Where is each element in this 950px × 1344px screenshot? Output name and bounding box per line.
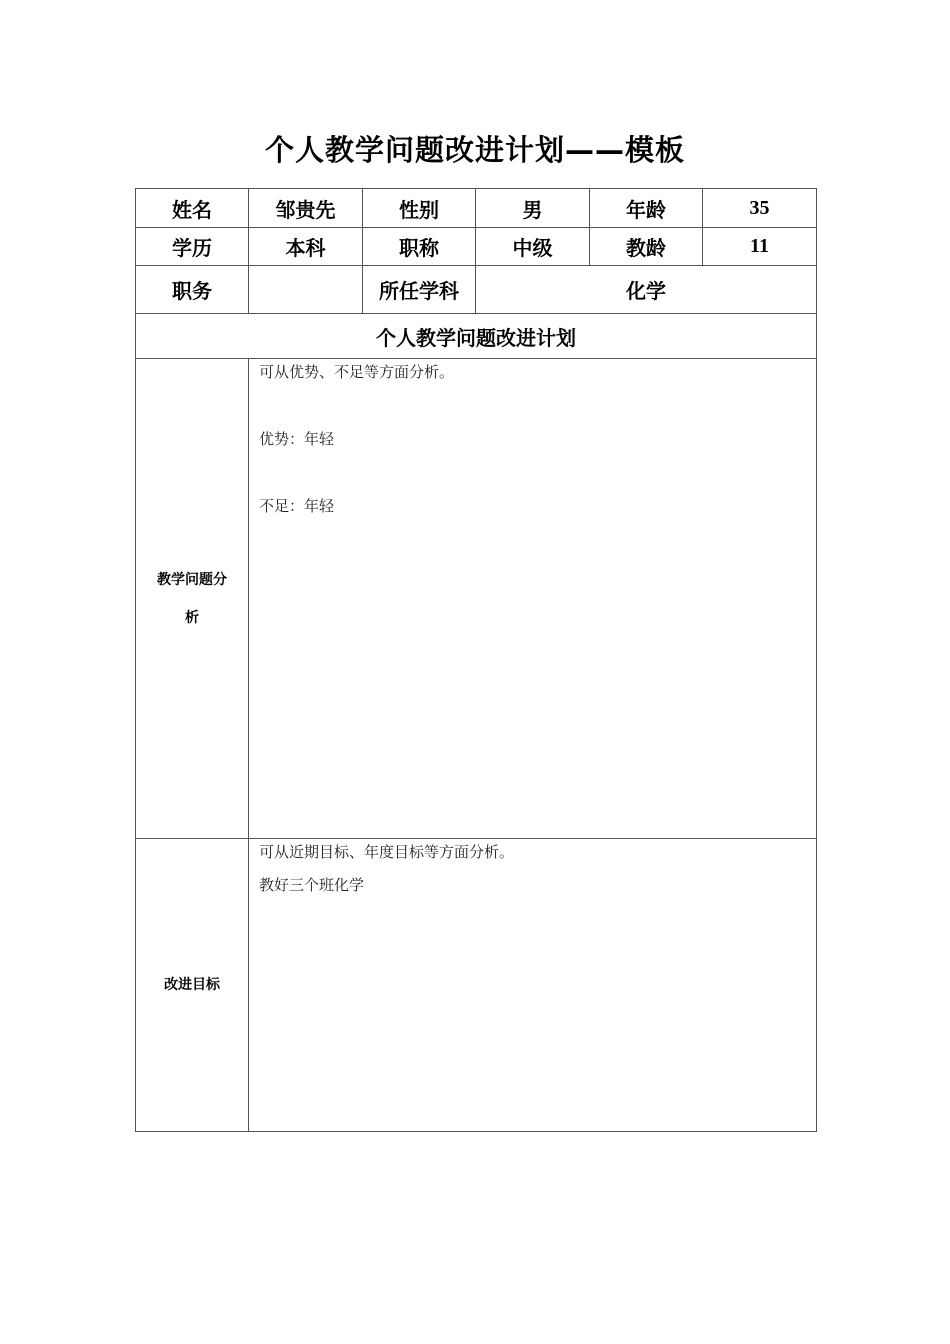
info-row-1 bbox=[136, 189, 817, 228]
goal-row bbox=[136, 839, 817, 1132]
goal-label: 改进目标 bbox=[136, 839, 249, 1132]
analysis-strength: 优势：年轻 bbox=[259, 430, 335, 448]
section-title-row bbox=[136, 314, 817, 359]
analysis-hint: 可从优势、不足等方面分析。 bbox=[259, 363, 455, 381]
analysis-label bbox=[136, 359, 249, 839]
gender-label: 性别 bbox=[363, 189, 476, 228]
goal-text: 教好三个班化学 bbox=[259, 876, 365, 894]
rank-value: 中级 bbox=[476, 228, 590, 266]
name-label: 姓名 bbox=[136, 189, 249, 228]
info-row-3 bbox=[136, 266, 817, 314]
position-label: 职务 bbox=[136, 266, 249, 314]
analysis-content bbox=[249, 359, 817, 839]
section-title: 个人教学问题改进计划 bbox=[136, 314, 817, 359]
analysis-label-line2: 析 bbox=[185, 609, 199, 626]
subject-value: 化学 bbox=[476, 266, 817, 314]
info-row-2 bbox=[136, 228, 817, 266]
age-value: 35 bbox=[703, 189, 817, 228]
goal-content bbox=[249, 839, 817, 1132]
analysis-weakness: 不足：年轻 bbox=[259, 497, 335, 515]
rank-label: 职称 bbox=[363, 228, 476, 266]
subject-label: 所任学科 bbox=[363, 266, 476, 314]
age-label: 年龄 bbox=[590, 189, 703, 228]
name-value: 邹贵先 bbox=[249, 189, 363, 228]
goal-hint: 可从近期目标、年度目标等方面分析。 bbox=[259, 843, 515, 861]
teaching-years-value: 11 bbox=[703, 228, 817, 266]
education-label: 学历 bbox=[136, 228, 249, 266]
gender-value: 男 bbox=[476, 189, 590, 228]
education-value: 本科 bbox=[249, 228, 363, 266]
analysis-label-line1: 教学问题分 bbox=[157, 571, 227, 588]
teaching-years-label: 教龄 bbox=[590, 228, 703, 266]
plan-form-table bbox=[135, 188, 817, 1132]
document-title: 个人教学问题改进计划——模板 bbox=[264, 133, 685, 167]
analysis-row bbox=[136, 359, 817, 839]
position-value bbox=[249, 266, 363, 314]
